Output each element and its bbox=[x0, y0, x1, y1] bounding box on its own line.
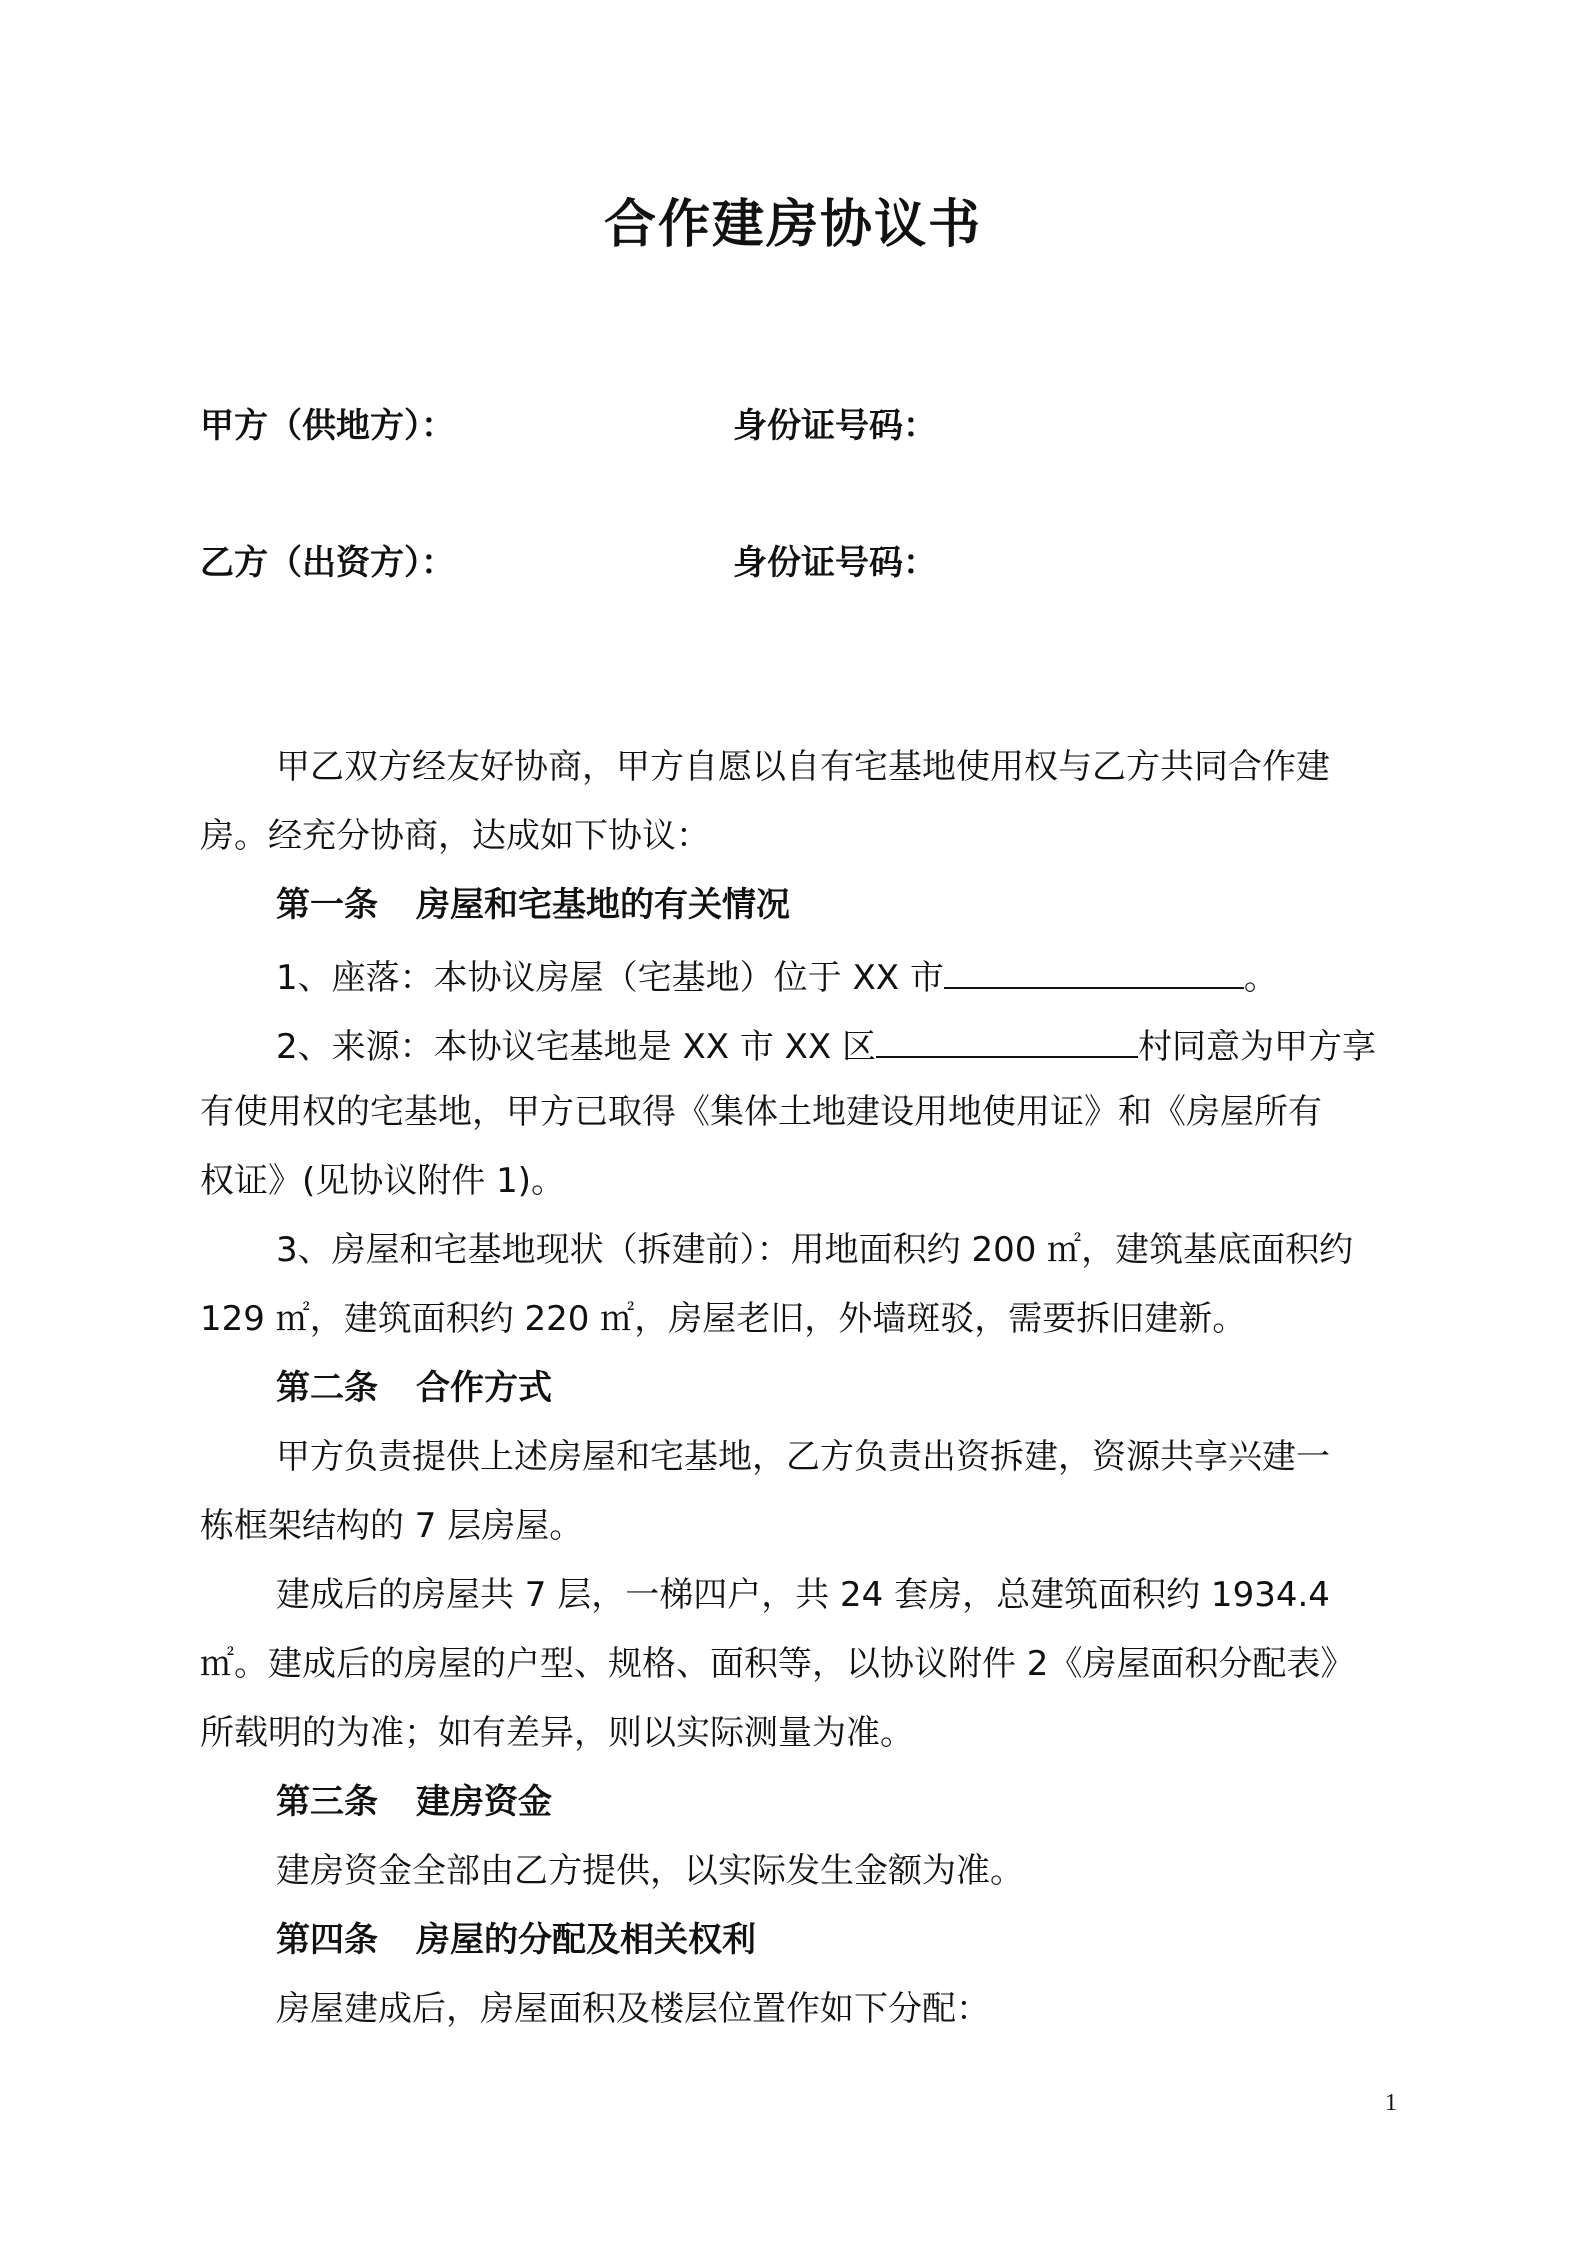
article-2-heading bbox=[200, 1363, 1422, 1432]
item-2-line-1 bbox=[200, 1018, 1422, 1087]
item-3-line-1: 3、房屋和宅基地现状（拆建前）：用地面积约 200 ㎡，建筑基底面积约 bbox=[276, 1230, 1354, 1270]
article-2-number: 第二条 bbox=[276, 1368, 378, 1408]
village-blank-field[interactable] bbox=[876, 1018, 1138, 1058]
intro-line-2: 房。经充分协商，达成如下协议： bbox=[200, 816, 710, 856]
article-2-para-1-line-2: 栋框架结构的 7 层房屋。 bbox=[200, 1506, 584, 1546]
article-1-number: 第一条 bbox=[276, 885, 378, 925]
article-3-heading bbox=[200, 1777, 1422, 1846]
article-4-para-1: 房屋建成后，房屋面积及楼层位置作如下分配： bbox=[276, 1989, 990, 2029]
document-title: 合作建房协议书 bbox=[603, 195, 982, 255]
article-4-number: 第四条 bbox=[276, 1920, 378, 1960]
item-1-line bbox=[200, 949, 1422, 1018]
article-2-title: 合作方式 bbox=[416, 1368, 552, 1408]
document-body bbox=[200, 742, 1422, 2053]
party-b-id-label: 身份证号码： bbox=[733, 543, 937, 583]
article-1-heading bbox=[200, 880, 1422, 949]
item-2-text-end: 村同意为甲方享 bbox=[1138, 1027, 1377, 1067]
item-2-line-3: 权证》(见协议附件 1)。 bbox=[200, 1161, 565, 1201]
page-number: 1 bbox=[1385, 2090, 1397, 2116]
location-blank-field[interactable] bbox=[944, 949, 1244, 989]
article-4-title: 房屋的分配及相关权利 bbox=[416, 1920, 756, 1960]
article-2-para-2-line-2: ㎡。建成后的房屋的户型、规格、面积等，以协议附件 2《房屋面积分配表》 bbox=[200, 1644, 1355, 1684]
party-a-id-label: 身份证号码： bbox=[733, 406, 937, 446]
intro-line-1: 甲乙双方经友好协商，甲方自愿以自有宅基地使用权与乙方共同合作建 bbox=[276, 747, 1330, 787]
item-2-text: 2、来源：本协议宅基地是 XX 市 XX 区 bbox=[276, 1027, 877, 1067]
article-3-title: 建房资金 bbox=[416, 1782, 552, 1822]
article-3-para-1: 建房资金全部由乙方提供，以实际发生金额为准。 bbox=[276, 1851, 1024, 1891]
article-4-heading bbox=[200, 1915, 1422, 1984]
item-1-end: 。 bbox=[1243, 958, 1278, 998]
article-3-number: 第三条 bbox=[276, 1782, 378, 1822]
article-2-para-2-line-3: 所载明的为准；如有差异，则以实际测量为准。 bbox=[200, 1713, 914, 1753]
article-2-para-2-line-1: 建成后的房屋共 7 层，一梯四户，共 24 套房，总建筑面积约 1934.4 bbox=[276, 1575, 1330, 1615]
party-a-label: 甲方（供地方）： bbox=[200, 406, 455, 446]
item-3-line-2: 129 ㎡，建筑面积约 220 ㎡，房屋老旧，外墙斑驳，需要拆旧建新。 bbox=[200, 1299, 1247, 1339]
item-2-line-2: 有使用权的宅基地，甲方已取得《集体土地建设用地使用证》和《房屋所有 bbox=[200, 1092, 1322, 1132]
item-1-text: 1、座落：本协议房屋（宅基地）位于 XX 市 bbox=[276, 958, 944, 998]
article-2-para-1-line-1: 甲方负责提供上述房屋和宅基地，乙方负责出资拆建，资源共享兴建一 bbox=[276, 1437, 1330, 1477]
party-b-label: 乙方（出资方）： bbox=[200, 543, 455, 583]
article-1-title: 房屋和宅基地的有关情况 bbox=[416, 885, 790, 925]
